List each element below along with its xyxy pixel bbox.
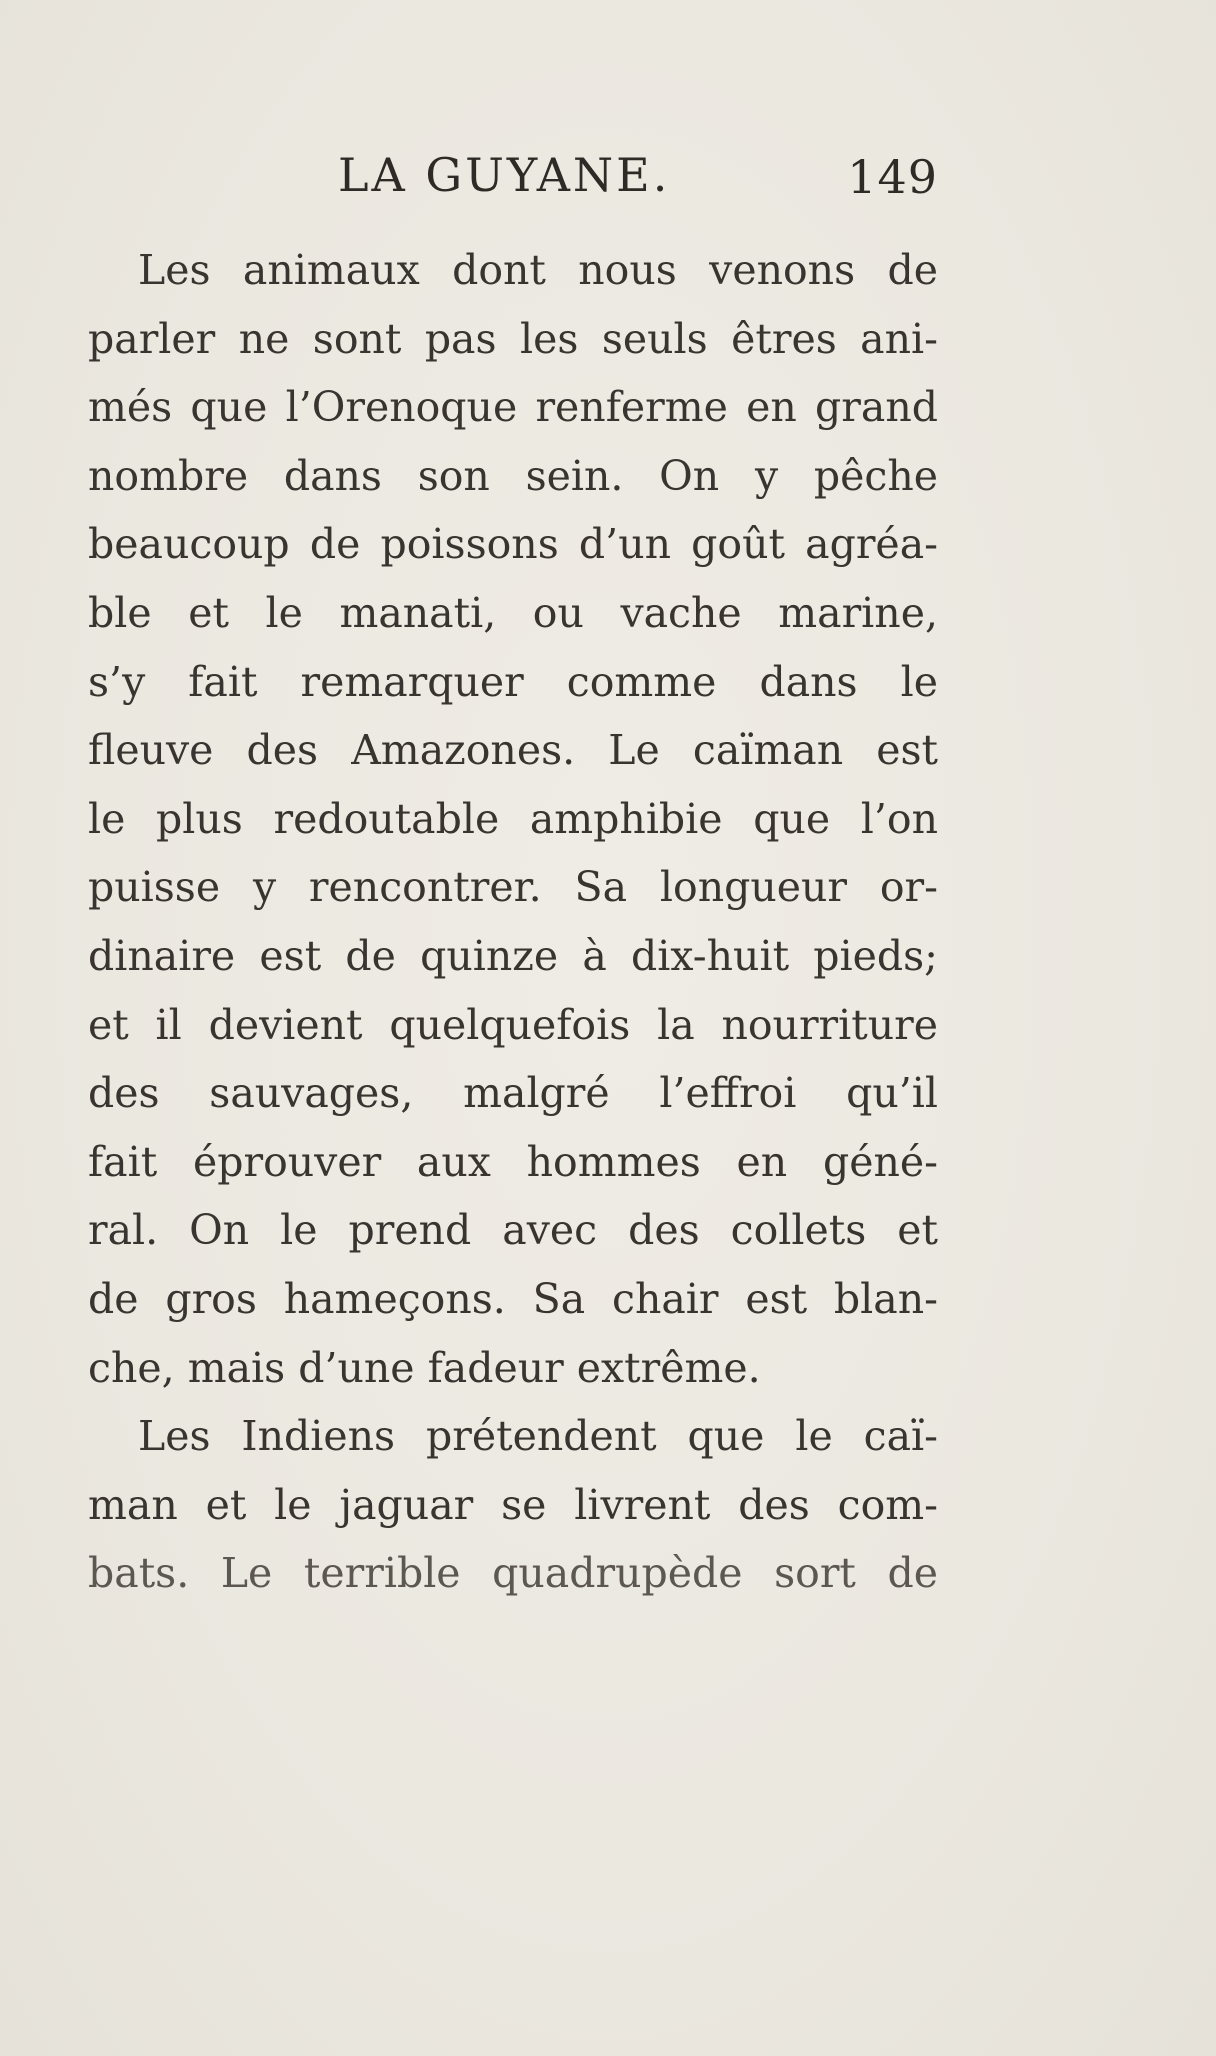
text-line: dinaire est de quinze à dix-huit pieds; — [88, 931, 938, 980]
page-number: 149 — [847, 150, 938, 204]
text-line: de gros hameçons. Sa chair est blan- — [88, 1274, 938, 1323]
text-line: et il devient quelquefois la nourriture — [88, 1000, 938, 1049]
text-line: le plus redoutable amphibie que l’on — [88, 794, 938, 843]
running-title: LA GUYANE. — [338, 148, 671, 202]
text-line: més que l’Orenoque renferme en grand — [88, 383, 938, 432]
text-line: che, mais d’une fadeur extrême. — [88, 1343, 761, 1392]
text-line: Les animaux dont nous venons de — [138, 246, 938, 294]
paragraph-1 — [88, 236, 938, 1402]
text-line: puisse y rencontrer. Sa longueur or- — [88, 863, 938, 912]
text-line: ble et le manati, ou vache marine, — [88, 588, 938, 637]
text-line: fleuve des Amazones. Le caïman est — [88, 726, 938, 775]
text-line: s’y fait remarquer comme dans le — [88, 657, 938, 706]
text-line: Les Indiens prétendent que le caï- — [138, 1412, 938, 1461]
text-line: parler ne sont pas les seuls êtres ani- — [88, 314, 938, 363]
text-line: bats. Le terrible quadrupède sort de — [88, 1549, 938, 1598]
paragraph-2 — [88, 1402, 938, 1608]
text-line: nombre dans son sein. On y pêche — [88, 451, 938, 500]
text-line: ral. On le prend avec des collets et — [88, 1206, 938, 1255]
text-line: fait éprouver aux hommes en géné- — [88, 1137, 938, 1186]
text-line: man et le jaguar se livrent des com- — [88, 1480, 938, 1529]
text-line: beaucoup de poissons d’un goût agréa- — [88, 520, 938, 569]
page-header — [88, 148, 938, 208]
text-line: des sauvages, malgré l’effroi qu’il — [88, 1069, 938, 1118]
body-text — [88, 236, 938, 1608]
